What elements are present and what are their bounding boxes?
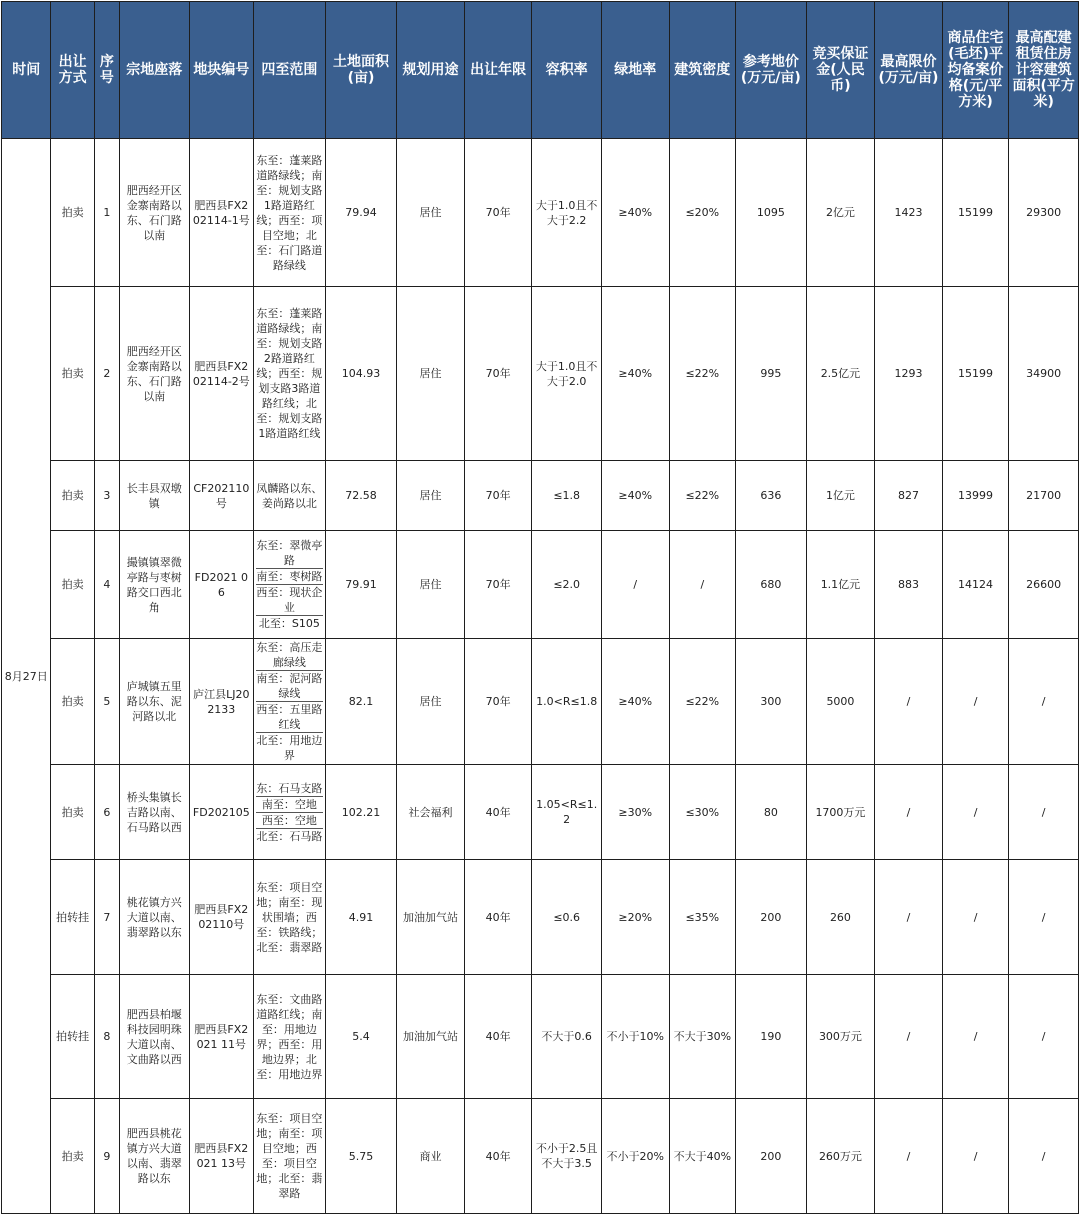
- term-cell: 70年: [464, 139, 532, 287]
- avg-price-cell: /: [942, 860, 1009, 975]
- term-cell: 40年: [464, 765, 532, 860]
- density-cell: /: [669, 531, 736, 639]
- bounds-cell: [254, 139, 326, 287]
- deposit-cell: 260: [806, 860, 875, 975]
- ref-price-cell: 995: [736, 287, 807, 461]
- method-cell: 拍转挂: [51, 975, 94, 1099]
- area-cell: 82.1: [325, 639, 397, 765]
- bounds-line: 凤麟路以东、姜尚路以北: [256, 481, 323, 510]
- parcel-cell: FD202105: [189, 765, 254, 860]
- location-cell: 肥西县柏堰科技园明珠大道以南、文曲路以西: [119, 975, 189, 1099]
- col-header-area: 土地面积(亩): [325, 2, 397, 139]
- parcel-cell: FD2021 06: [189, 531, 254, 639]
- col-header-deposit: 竞买保证金(人民币): [806, 2, 875, 139]
- rental-area-cell: 34900: [1009, 287, 1079, 461]
- density-cell: 不大于40%: [669, 1099, 736, 1214]
- bounds-line: 东至：蓬莱路道路绿线；南至：规划支路1路道路红线；西至：项目空地；北至：石门路道路绿线: [256, 153, 323, 272]
- max-price-cell: /: [875, 975, 943, 1099]
- density-cell: ≤22%: [669, 287, 736, 461]
- bounds-line: 西至：五里路红线: [256, 703, 323, 731]
- far-cell: ≤0.6: [532, 860, 602, 975]
- far-cell: ≤1.8: [532, 461, 602, 531]
- table-row: [2, 287, 1079, 461]
- bounds-cell: [254, 531, 326, 639]
- number-cell: 4: [94, 531, 119, 639]
- parcel-cell: 庐江县LJ202133: [189, 639, 254, 765]
- avg-price-cell: 15199: [942, 139, 1009, 287]
- location-cell: 长丰县双墩镇: [119, 461, 189, 531]
- green-cell: ≥40%: [601, 639, 669, 765]
- rental-area-cell: 21700: [1009, 461, 1079, 531]
- area-cell: 5.75: [325, 1099, 397, 1214]
- term-cell: 70年: [464, 287, 532, 461]
- use-cell: 居住: [397, 531, 465, 639]
- term-cell: 70年: [464, 461, 532, 531]
- table-row: [2, 765, 1079, 860]
- col-header-parcel: 地块编号: [189, 2, 254, 139]
- green-cell: 不小于10%: [601, 975, 669, 1099]
- far-cell: 不大于0.6: [532, 975, 602, 1099]
- deposit-cell: 5000: [806, 639, 875, 765]
- method-cell: 拍转挂: [51, 860, 94, 975]
- table-row: [2, 639, 1079, 765]
- location-cell: 肥西经开区金寨南路以东、石门路以南: [119, 287, 189, 461]
- parcel-cell: 肥西县FX2021 11号: [189, 975, 254, 1099]
- bounds-line: 东：石马支路: [256, 781, 323, 795]
- green-cell: ≥20%: [601, 860, 669, 975]
- use-cell: 加油加气站: [397, 860, 465, 975]
- rental-area-cell: /: [1009, 1099, 1079, 1214]
- col-header-term: 出让年限: [464, 2, 532, 139]
- bounds-line: 东至：高压走廊绿线: [256, 641, 323, 669]
- density-cell: 不大于30%: [669, 975, 736, 1099]
- avg-price-cell: 14124: [942, 531, 1009, 639]
- deposit-cell: 2亿元: [806, 139, 875, 287]
- ref-price-cell: 636: [736, 461, 807, 531]
- col-header-far: 容积率: [532, 2, 602, 139]
- method-cell: 拍卖: [51, 461, 94, 531]
- col-header-location: 宗地座落: [119, 2, 189, 139]
- header-row: [2, 2, 1079, 139]
- method-cell: 拍卖: [51, 287, 94, 461]
- bounds-line: 南至：泥河路绿线: [256, 672, 323, 700]
- parcel-cell: 肥西县FX2021 13号: [189, 1099, 254, 1214]
- location-cell: 桥头集镇长吉路以南、石马路以西: [119, 765, 189, 860]
- ref-price-cell: 1095: [736, 139, 807, 287]
- max-price-cell: /: [875, 765, 943, 860]
- rental-area-cell: /: [1009, 765, 1079, 860]
- deposit-cell: 300万元: [806, 975, 875, 1099]
- rental-area-cell: 29300: [1009, 139, 1079, 287]
- bounds-line: 西至：空地: [256, 813, 323, 829]
- bounds-line: 南至：空地: [256, 797, 323, 813]
- bounds-cell: [254, 639, 326, 765]
- area-cell: 79.94: [325, 139, 397, 287]
- method-cell: 拍卖: [51, 531, 94, 639]
- area-cell: 4.91: [325, 860, 397, 975]
- green-cell: ≥30%: [601, 765, 669, 860]
- time-cell: 8月27日: [2, 139, 51, 1214]
- area-cell: 102.21: [325, 765, 397, 860]
- green-cell: ≥40%: [601, 139, 669, 287]
- col-header-method: 出让方式: [51, 2, 94, 139]
- deposit-cell: 1.1亿元: [806, 531, 875, 639]
- use-cell: 商业: [397, 1099, 465, 1214]
- use-cell: 居住: [397, 287, 465, 461]
- far-cell: 大于1.0且不大于2.2: [532, 139, 602, 287]
- far-cell: 不小于2.5且不大于3.5: [532, 1099, 602, 1214]
- green-cell: 不小于20%: [601, 1099, 669, 1214]
- bounds-cell: [254, 860, 326, 975]
- ref-price-cell: 200: [736, 1099, 807, 1214]
- ref-price-cell: 300: [736, 639, 807, 765]
- table-body: [2, 139, 1079, 1214]
- col-header-rental-area: 最高配建租赁住房计容建筑面积(平方米): [1009, 2, 1079, 139]
- col-header-bounds: 四至范围: [254, 2, 326, 139]
- far-cell: 大于1.0且不大于2.0: [532, 287, 602, 461]
- col-header-avg-price: 商品住宅(毛坯)平均备案价格(元/平方米): [942, 2, 1009, 139]
- area-cell: 79.91: [325, 531, 397, 639]
- number-cell: 3: [94, 461, 119, 531]
- area-cell: 5.4: [325, 975, 397, 1099]
- use-cell: 社会福利: [397, 765, 465, 860]
- bounds-line: 东至：翠微亭路: [256, 539, 323, 567]
- use-cell: 居住: [397, 461, 465, 531]
- method-cell: 拍卖: [51, 1099, 94, 1214]
- green-cell: ≥40%: [601, 461, 669, 531]
- avg-price-cell: /: [942, 975, 1009, 1099]
- bounds-line: 北至：石马路: [256, 829, 323, 843]
- max-price-cell: 883: [875, 531, 943, 639]
- col-header-number: 序号: [94, 2, 119, 139]
- table-row: [2, 975, 1079, 1099]
- parcel-cell: 肥西县FX202114-2号: [189, 287, 254, 461]
- density-cell: ≤22%: [669, 461, 736, 531]
- avg-price-cell: 15199: [942, 287, 1009, 461]
- term-cell: 70年: [464, 531, 532, 639]
- max-price-cell: /: [875, 860, 943, 975]
- number-cell: 5: [94, 639, 119, 765]
- method-cell: 拍卖: [51, 765, 94, 860]
- density-cell: ≤20%: [669, 139, 736, 287]
- far-cell: 1.0<R≤1.8: [532, 639, 602, 765]
- avg-price-cell: /: [942, 639, 1009, 765]
- col-header-density: 建筑密度: [669, 2, 736, 139]
- method-cell: 拍卖: [51, 639, 94, 765]
- col-header-green: 绿地率: [601, 2, 669, 139]
- max-price-cell: 1293: [875, 287, 943, 461]
- green-cell: ≥40%: [601, 287, 669, 461]
- table-row: [2, 461, 1079, 531]
- parcel-cell: CF202110号: [189, 461, 254, 531]
- deposit-cell: 1亿元: [806, 461, 875, 531]
- rental-area-cell: /: [1009, 639, 1079, 765]
- bounds-line: 东至：蓬莱路道路绿线；南至：规划支路2路道路红线；西至：规划支路3路道路红线；北至：规划支路1路道路红线: [256, 307, 323, 440]
- far-cell: ≤2.0: [532, 531, 602, 639]
- parcel-cell: 肥西县FX202110号: [189, 860, 254, 975]
- avg-price-cell: /: [942, 1099, 1009, 1214]
- location-cell: 撮镇镇翠微亭路与枣树路交口西北角: [119, 531, 189, 639]
- term-cell: 40年: [464, 1099, 532, 1214]
- density-cell: ≤30%: [669, 765, 736, 860]
- number-cell: 9: [94, 1099, 119, 1214]
- table-row: [2, 531, 1079, 639]
- table-row: [2, 1099, 1079, 1214]
- term-cell: 40年: [464, 860, 532, 975]
- location-cell: 肥西县桃花镇方兴大道以南、翡翠路以东: [119, 1099, 189, 1214]
- land-auction-table: [1, 1, 1079, 1214]
- bounds-cell: [254, 1099, 326, 1214]
- max-price-cell: /: [875, 1099, 943, 1214]
- method-cell: 拍卖: [51, 139, 94, 287]
- parcel-cell: 肥西县FX202114-1号: [189, 139, 254, 287]
- location-cell: 桃花镇方兴大道以南、翡翠路以东: [119, 860, 189, 975]
- ref-price-cell: 680: [736, 531, 807, 639]
- bounds-line: 北至：用地边界: [256, 734, 323, 762]
- rental-area-cell: /: [1009, 975, 1079, 1099]
- col-header-ref-price: 参考地价(万元/亩): [736, 2, 807, 139]
- table-row: [2, 860, 1079, 975]
- use-cell: 居住: [397, 639, 465, 765]
- bounds-cell: [254, 975, 326, 1099]
- density-cell: ≤22%: [669, 639, 736, 765]
- far-cell: 1.05<R≤1.2: [532, 765, 602, 860]
- bounds-line: 北至：S105: [258, 617, 320, 630]
- rental-area-cell: 26600: [1009, 531, 1079, 639]
- deposit-cell: 2.5亿元: [806, 287, 875, 461]
- location-cell: 肥西经开区金寨南路以东、石门路以南: [119, 139, 189, 287]
- max-price-cell: /: [875, 639, 943, 765]
- max-price-cell: 827: [875, 461, 943, 531]
- ref-price-cell: 190: [736, 975, 807, 1099]
- area-cell: 72.58: [325, 461, 397, 531]
- table-row: [2, 139, 1079, 287]
- number-cell: 6: [94, 765, 119, 860]
- ref-price-cell: 80: [736, 765, 807, 860]
- term-cell: 70年: [464, 639, 532, 765]
- bounds-cell: [254, 765, 326, 860]
- bounds-line: 西至：现状企业: [256, 586, 323, 614]
- avg-price-cell: 13999: [942, 461, 1009, 531]
- number-cell: 2: [94, 287, 119, 461]
- bounds-line: 东至：项目空地；南至：现状围墙；西至：铁路线；北至：翡翠路: [256, 880, 323, 954]
- density-cell: ≤35%: [669, 860, 736, 975]
- number-cell: 1: [94, 139, 119, 287]
- col-header-use: 规划用途: [397, 2, 465, 139]
- number-cell: 7: [94, 860, 119, 975]
- number-cell: 8: [94, 975, 119, 1099]
- avg-price-cell: /: [942, 765, 1009, 860]
- bounds-cell: [254, 287, 326, 461]
- location-cell: 庐城镇五里路以东、泥河路以北: [119, 639, 189, 765]
- use-cell: 居住: [397, 139, 465, 287]
- bounds-line: 东至：项目空地；南至：项目空地；西至：项目空地；北至：翡翠路: [256, 1112, 323, 1200]
- col-header-max-price: 最高限价(万元/亩): [875, 2, 943, 139]
- term-cell: 40年: [464, 975, 532, 1099]
- bounds-line: 东至：文曲路道路红线；南至：用地边界；西至：用地边界；北至：用地边界: [256, 992, 323, 1081]
- use-cell: 加油加气站: [397, 975, 465, 1099]
- bounds-line: 南至：枣树路: [256, 570, 323, 583]
- rental-area-cell: /: [1009, 860, 1079, 975]
- ref-price-cell: 200: [736, 860, 807, 975]
- deposit-cell: 1700万元: [806, 765, 875, 860]
- area-cell: 104.93: [325, 287, 397, 461]
- deposit-cell: 260万元: [806, 1099, 875, 1214]
- max-price-cell: 1423: [875, 139, 943, 287]
- green-cell: /: [601, 531, 669, 639]
- bounds-cell: [254, 461, 326, 531]
- col-header-time: 时间: [2, 2, 51, 139]
